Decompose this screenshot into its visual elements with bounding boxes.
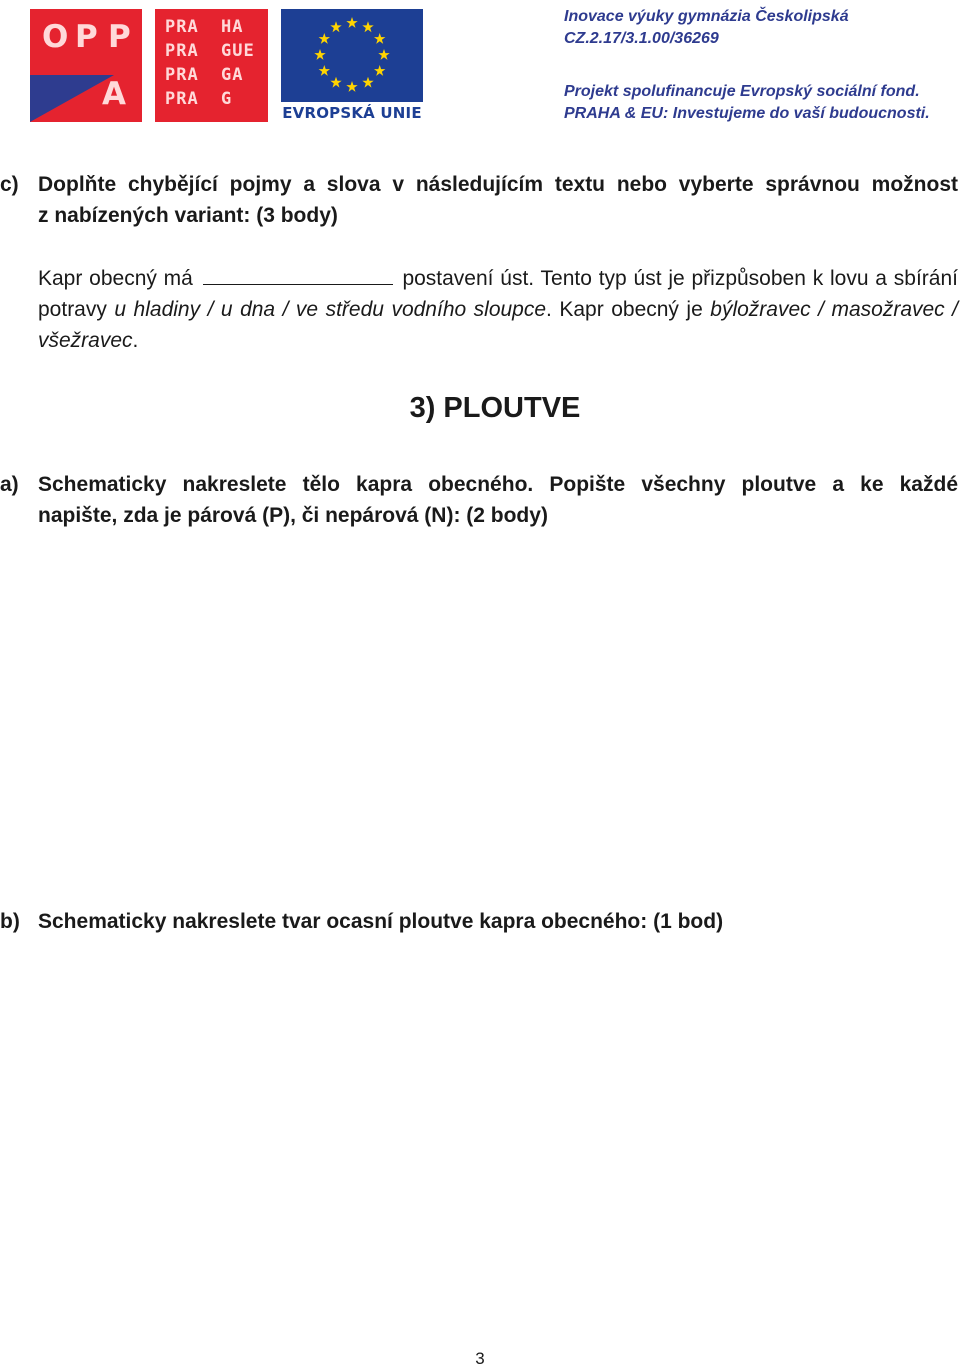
section-heading: 3) PLOUTVE xyxy=(409,392,581,424)
prague-cell: PRA xyxy=(165,65,199,85)
task-b-instruction: Schematicky nakreslete tvar ocasní ploutve kapra obecného: (1 bod) xyxy=(38,910,724,933)
eu-stars-icon xyxy=(281,9,423,102)
task-c-instruction-line2: z nabízených variant: (3 body) xyxy=(38,204,338,227)
task-c-option-position: u hladiny / u dna / ve středu vodního sloupce xyxy=(114,298,547,321)
answer-blank[interactable] xyxy=(203,266,393,285)
prague-cell: G xyxy=(221,89,233,109)
eu-logo xyxy=(281,9,423,122)
task-c-text-part3: . Kapr obecný je xyxy=(546,298,703,321)
prague-cell: PRA xyxy=(165,89,199,109)
oppa-letter-p1: P xyxy=(75,19,98,55)
prague-cell: PRA xyxy=(165,41,199,61)
prague-cell: GUE xyxy=(221,41,255,61)
task-b-marker: b) xyxy=(0,910,20,933)
prague-logo-grid xyxy=(165,17,261,110)
oppa-letter-p2: P xyxy=(108,19,131,55)
task-a-instruction-line1: Schematicky nakreslete tělo kapra obecného. Popište všechny ploutve a ke každé xyxy=(38,473,958,496)
oppa-logo xyxy=(30,9,142,122)
task-a-marker: a) xyxy=(0,473,19,496)
project-title: Inovace výuky gymnázia Českolipská xyxy=(564,8,849,25)
prague-cell: GA xyxy=(221,65,244,85)
prague-cell: HA xyxy=(221,17,244,37)
task-c-text-part2: postavení úst. Tento typ úst je přizpůsoben k lovu a sbírání potravy xyxy=(38,267,958,321)
task-c-option-diet: býložravec / masožravec / všežravec xyxy=(38,298,958,352)
project-code: CZ.2.17/3.1.00/36269 xyxy=(564,30,719,47)
task-a-instruction-line2: napište, zda je párová (P), či nepárová (N): (2 body) xyxy=(38,504,548,527)
task-c-text-part1: Kapr obecný má xyxy=(38,267,193,290)
task-c-marker: c) xyxy=(0,173,19,196)
task-c-instruction-line1: Doplňte chybějící pojmy a slova v následujícím textu nebo vyberte správnou možnost xyxy=(38,173,958,196)
oppa-letter-a: A xyxy=(102,76,126,112)
page-number: 3 xyxy=(475,1349,485,1368)
prague-logo xyxy=(155,9,268,122)
project-slogan: PRAHA & EU: Investujeme do vaší budoucnosti. xyxy=(564,105,930,122)
oppa-letter-o: O xyxy=(42,19,69,55)
eu-label: EVROPSKÁ UNIE xyxy=(282,104,422,122)
task-c-paragraph xyxy=(38,263,958,356)
prague-cell: PRA xyxy=(165,17,199,37)
project-info xyxy=(564,6,954,125)
task-c-text-part4: . xyxy=(132,329,139,352)
eu-flag xyxy=(281,9,423,102)
project-funding: Projekt spolufinancuje Evropský sociální fond. xyxy=(564,83,920,100)
